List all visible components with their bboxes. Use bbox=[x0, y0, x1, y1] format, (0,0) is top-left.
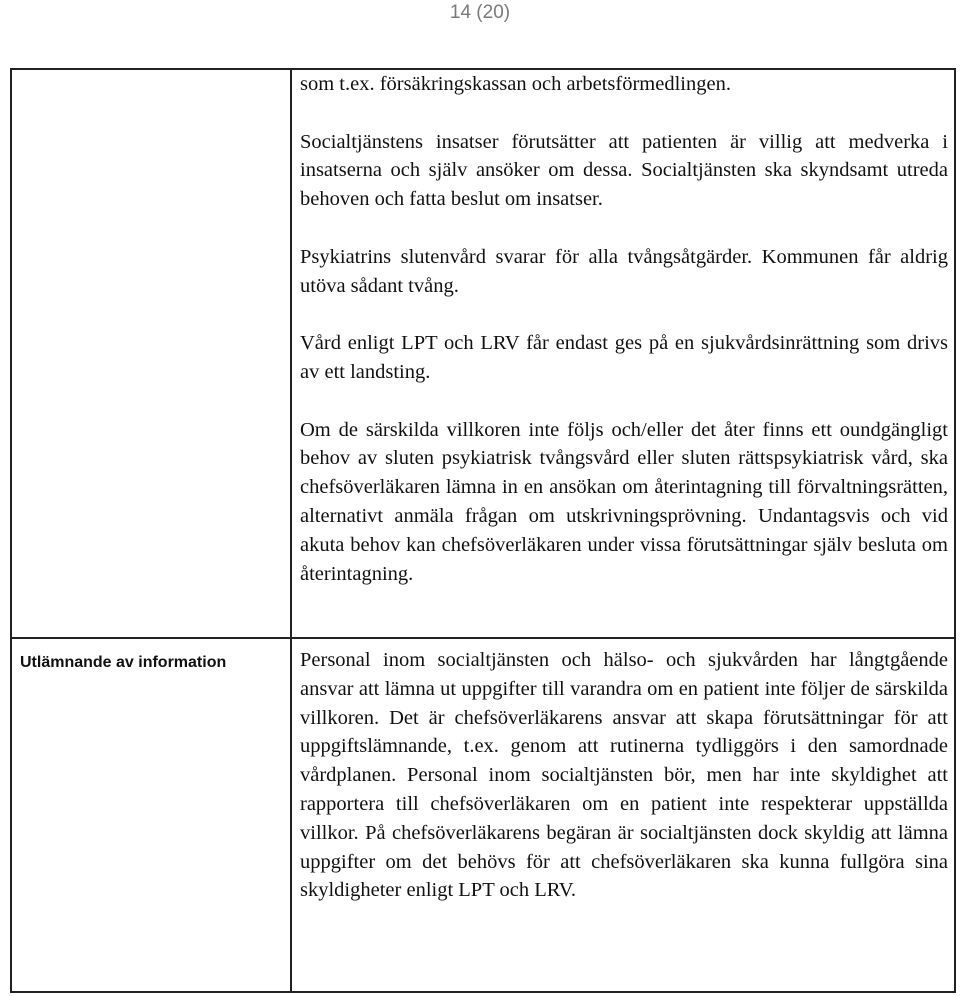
paragraph: Personal inom socialtjänsten och hälso- och sjukvården har långtgående ansvar att lämna ut uppgifter till varandra om en patient inte följer de särskilda villkoren. Det är chefsöverläkarens ansvar att skapa förutsättningar för att uppgiftslämnande, t.ex. genom att rutinerna tydliggörs i den samordnade vårdplanen. Personal inom socialtjänsten bör, men har inte skyldighet att rapportera till chefsöverläkaren om en patient inte respekterar uppställda villkor. På chefsöverläkarens begäran är socialtjänsten dock skyldig att lämna uppgifter om det behövs för att chefsöverläkaren ska kunna fullgöra sina skyldigheter enligt LPT och LRV. bbox=[300, 649, 948, 902]
row-2-label: Utlämnande av information bbox=[20, 654, 227, 671]
row-divider bbox=[12, 637, 954, 639]
column-divider bbox=[290, 70, 292, 991]
paragraph: Om de särskilda villkoren inte följs och/eller det åter finns ett oundgängligt behov av sluten psykiatrisk tvångsvård eller sluten rättspsykiatrisk vård, ska chefsöverläkaren lämna in en ansökan om återintagning till förvaltningsrätten, alternativt anmäla frågan om utskrivningsprövning. Undantagsvis och vid akuta behov kan chefsöverläkaren under vissa förutsättningar själv besluta om återintagning. bbox=[300, 418, 948, 585]
page-number: 14 (20) bbox=[449, 2, 511, 23]
paragraph: som t.ex. försäkringskassan och arbetsförmedlingen. bbox=[300, 73, 731, 95]
row-2-text-cell bbox=[300, 646, 948, 905]
paragraph: Vård enligt LPT och LRV får endast ges på en sjukvårdsinrättning som drivs av ett landsting. bbox=[300, 332, 948, 383]
paragraph: Socialtjänstens insatser förutsätter att patienten är villig att medverka i insatserna och själv ansöker om dessa. Socialtjänsten ska skyndsamt utreda behoven och fatta beslut om insatser. bbox=[300, 130, 948, 211]
row-1-text-cell bbox=[300, 70, 948, 588]
paragraph: Psykiatrins slutenvård svarar för alla tvångsåtgärder. Kommunen får aldrig utöva sådant tvång. bbox=[300, 245, 948, 297]
content-table bbox=[10, 68, 956, 993]
